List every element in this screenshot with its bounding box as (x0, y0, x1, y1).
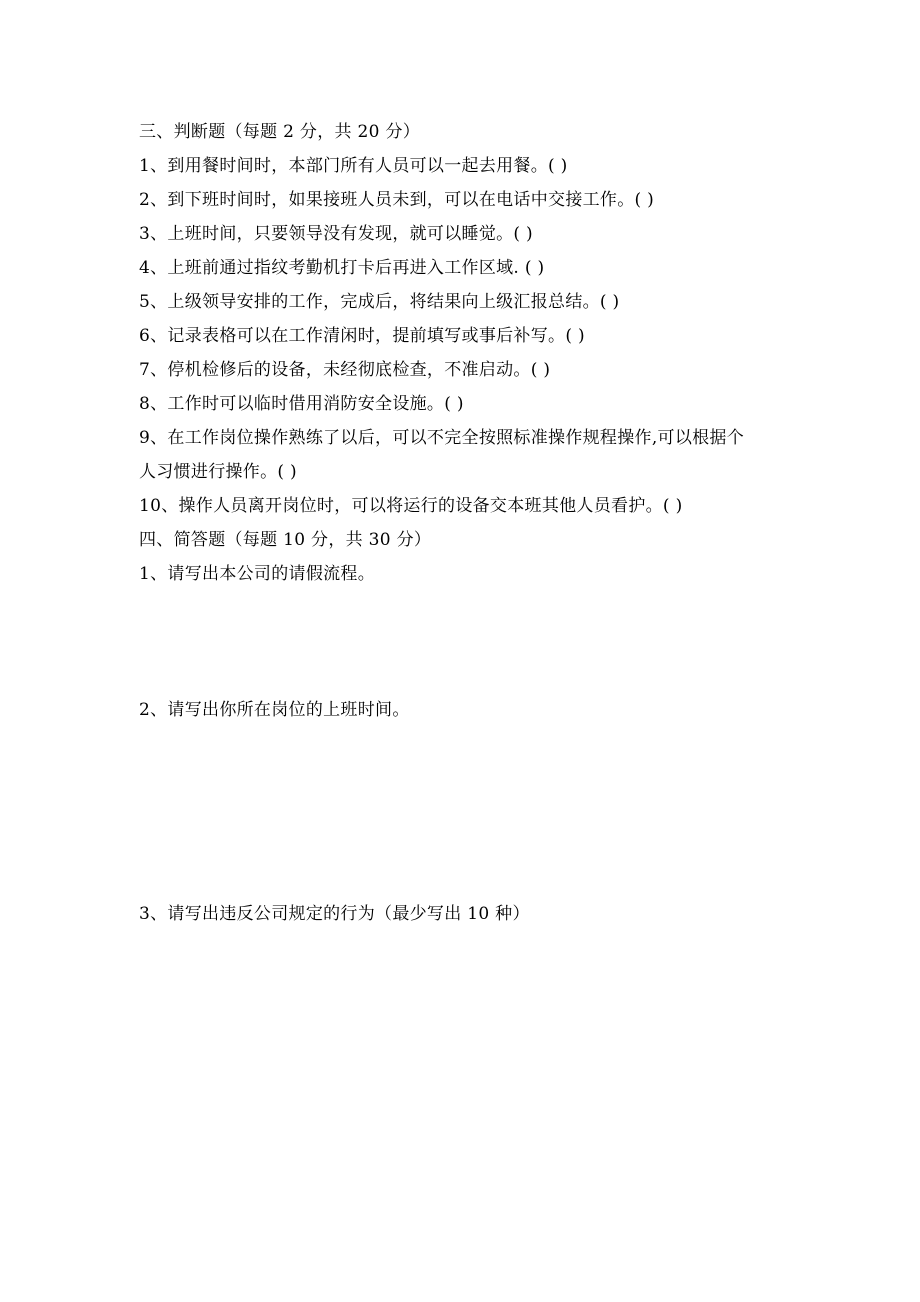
section4-heading: 四、简答题（每题 10 分，共 30 分） (139, 530, 432, 550)
judgment-question-7: 7、停机检修后的设备，未经彻底检查，不准启动。( ) (139, 360, 551, 380)
judgment-question-2: 2、到下班时间时，如果接班人员未到，可以在电话中交接工作。( ) (139, 190, 655, 210)
judgment-question-3: 3、上班时间，只要领导没有发现，就可以睡觉。( ) (139, 224, 533, 244)
judgment-question-6: 6、记录表格可以在工作清闲时，提前填写或事后补写。( ) (139, 326, 585, 346)
judgment-question-9-line-1: 9、在工作岗位操作熟练了以后，可以不完全按照标准操作规程操作,可以根据个 (139, 428, 745, 448)
short-answer-question-3: 3、请写出违反公司规定的行为（最少写出 10 种） (139, 904, 530, 924)
judgment-question-5: 5、上级领导安排的工作，完成后，将结果向上级汇报总结。( ) (139, 292, 620, 312)
judgment-question-10: 10、操作人员离开岗位时，可以将运行的设备交本班其他人员看护。( ) (139, 496, 683, 516)
judgment-question-9-line-2: 人习惯进行操作。( ) (139, 462, 297, 482)
short-answer-question-1: 1、请写出本公司的请假流程。 (139, 564, 376, 584)
judgment-question-8: 8、工作时可以临时借用消防安全设施。( ) (139, 394, 464, 414)
judgment-question-4: 4、上班前通过指纹考勤机打卡后再进入工作区域. ( ) (139, 258, 545, 278)
section3-heading: 三、判断题（每题 2 分，共 20 分） (139, 122, 421, 142)
short-answer-question-2: 2、请写出你所在岗位的上班时间。 (139, 700, 410, 720)
judgment-question-1: 1、到用餐时间时，本部门所有人员可以一起去用餐。( ) (139, 156, 568, 176)
